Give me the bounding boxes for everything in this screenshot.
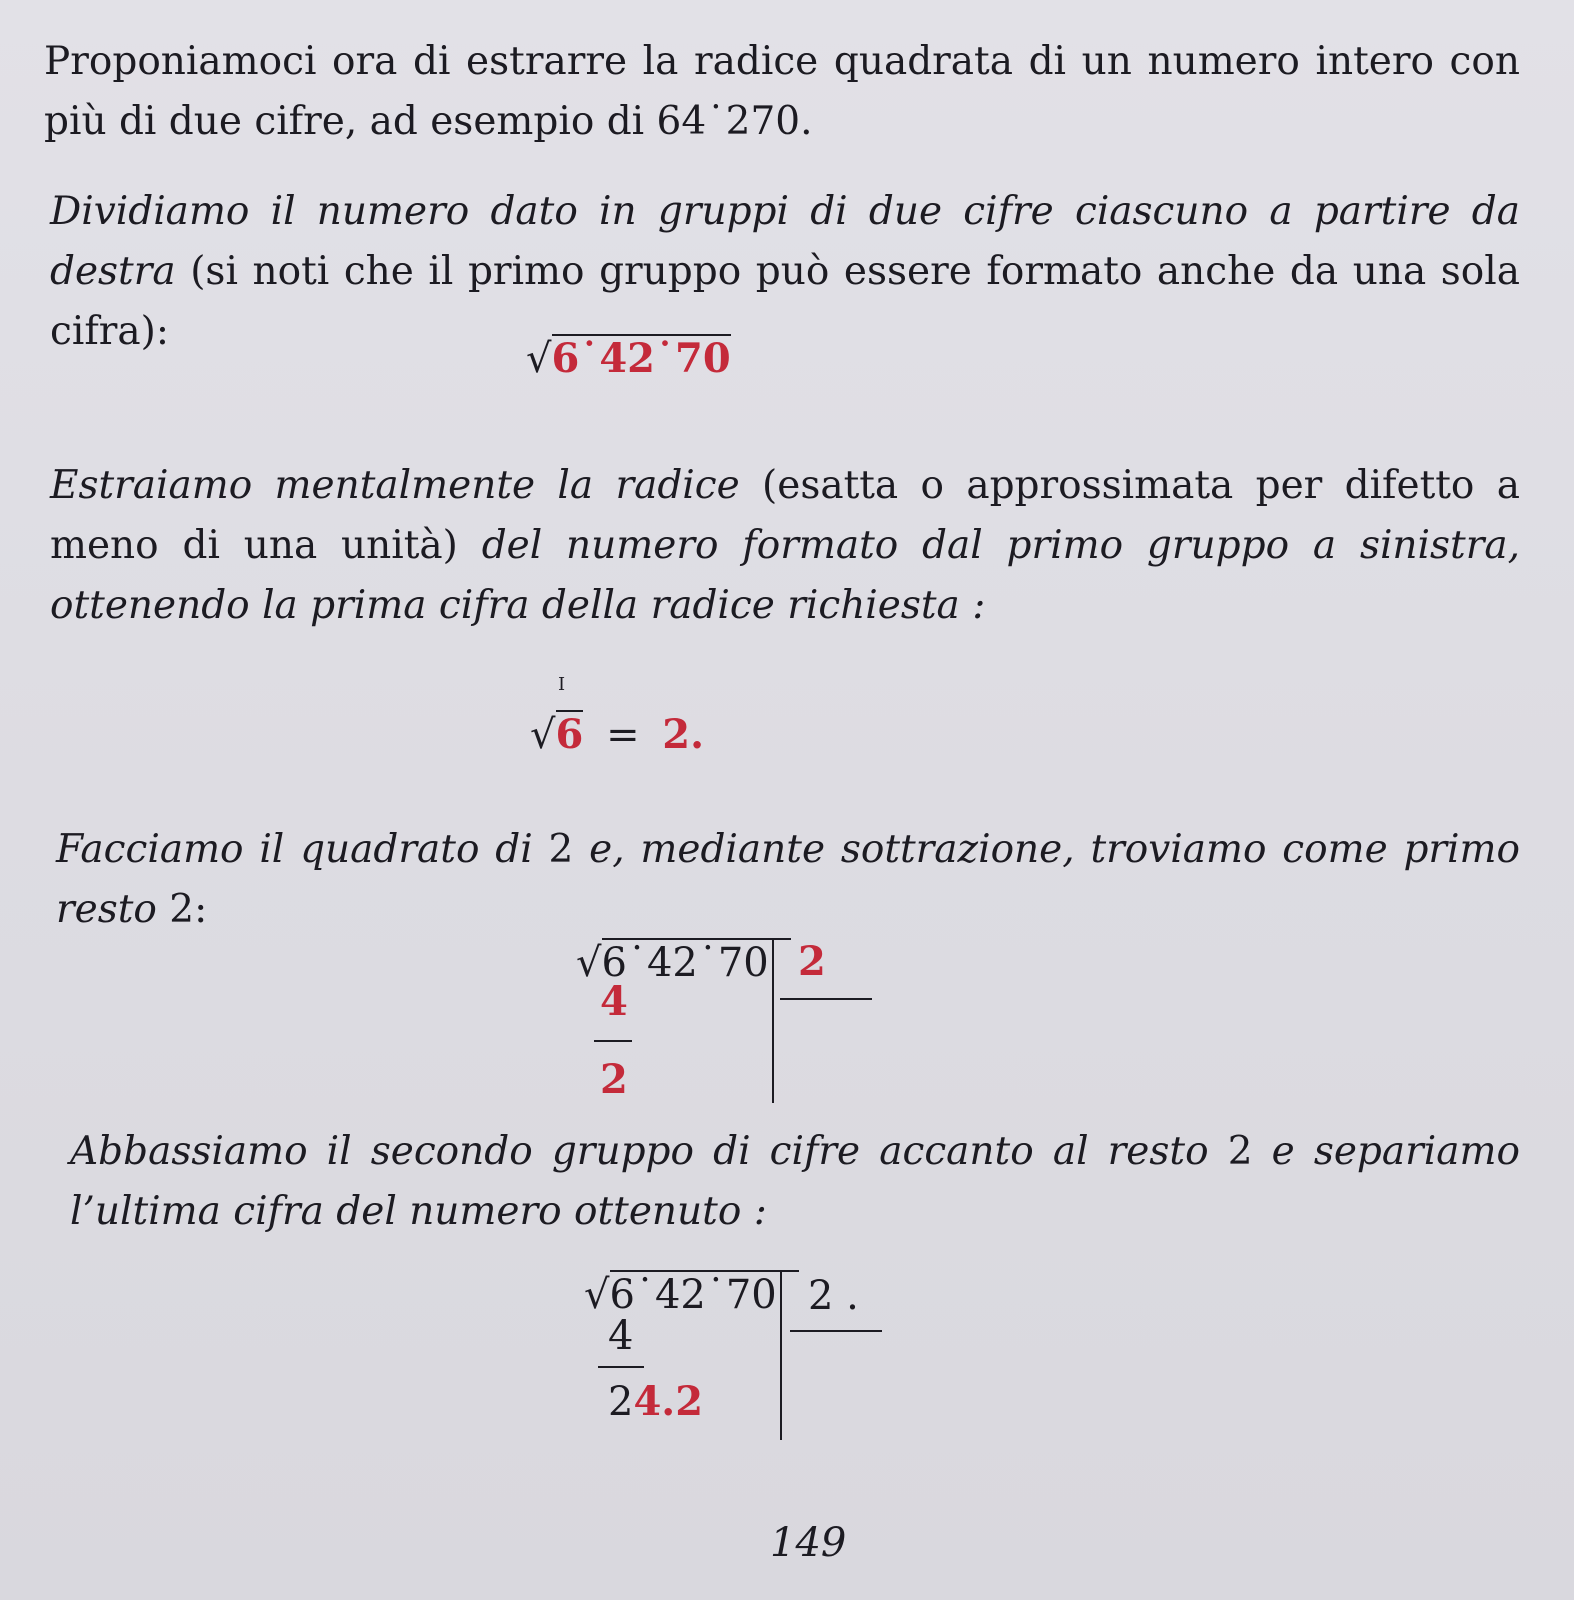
- remainder-number: 2: [1227, 1129, 1253, 1174]
- page-number: 149: [770, 1520, 847, 1566]
- square-number: 2: [548, 827, 574, 872]
- remainder-digit: 2: [608, 1379, 634, 1425]
- radicand: 6˙42˙70: [551, 335, 731, 382]
- paragraph-square-subtract: [56, 820, 1520, 940]
- paragraph-grouping: [50, 182, 1520, 362]
- grouping-note: (si noti che il primo gruppo può essere formato anche da una sola cifra):: [50, 249, 1520, 354]
- subtraction-line: [598, 1366, 644, 1368]
- root-result: 2.: [662, 711, 705, 758]
- radicand: 6˙42˙70: [602, 938, 791, 983]
- formula-step-two: [584, 1262, 904, 1452]
- radical-sign: √: [576, 940, 602, 986]
- root-digit: 2: [798, 938, 826, 985]
- intro-text: Proponiamoci ora di estrarre la radice quadrata di un numero intero con più di due cifre, ad esempio di 64˙270.: [44, 39, 1520, 144]
- radical-sign: √: [526, 336, 552, 382]
- first-digit-instruction-b: del numero formato dal primo gruppo a sinistra, ottenendo la prima cifra della radice richiesta :: [50, 523, 1520, 628]
- root-index: I: [558, 674, 566, 695]
- radical-sign: √: [530, 712, 556, 758]
- subtraction-line: [594, 1040, 632, 1042]
- paragraph-bring-down: [70, 1122, 1520, 1242]
- formula-step-one: [576, 930, 876, 1105]
- first-digit-note: (esatta o approssimata per difetto a meno di una unità): [50, 463, 1520, 568]
- new-dividend: [608, 1378, 704, 1425]
- square-instruction-a: Facciamo il quadrato di: [56, 827, 533, 872]
- remainder-value: 2: [600, 1056, 628, 1103]
- vertical-separator: [772, 938, 774, 1103]
- root-underline: [790, 1330, 882, 1332]
- square-value: 4: [608, 1313, 634, 1359]
- first-digit-instruction-a: Estraiamo mentalmente la radice: [50, 463, 740, 508]
- paragraph-intro: [44, 32, 1520, 152]
- formula-grouped-radicand: [526, 334, 731, 382]
- square-instruction-b: e, mediante sottrazione, troviamo come primo resto: [56, 827, 1520, 932]
- equals-sign: =: [606, 712, 640, 758]
- brought-down-digits: 4.2: [633, 1378, 704, 1425]
- bring-down-instruction-a: Abbassiamo il secondo gruppo di cifre accanto al resto: [70, 1129, 1209, 1174]
- bring-down-instruction-b: e separiamo l’ultima cifra del numero ottenuto :: [70, 1129, 1520, 1234]
- root-digit: 2 .: [808, 1273, 859, 1319]
- vertical-separator: [780, 1270, 782, 1440]
- radicand: 6˙42˙70: [610, 1270, 799, 1315]
- root-underline: [780, 998, 872, 1000]
- colon: :: [194, 887, 208, 932]
- paragraph-first-digit: [50, 456, 1520, 636]
- grouping-instruction: Dividiamo il numero dato in gruppi di due cifre ciascuno a partire da destra: [50, 189, 1520, 294]
- radical-sign: √: [584, 1272, 610, 1318]
- radicand: 6: [555, 711, 584, 758]
- remainder-number: 2: [169, 887, 195, 932]
- square-value: 4: [600, 978, 628, 1025]
